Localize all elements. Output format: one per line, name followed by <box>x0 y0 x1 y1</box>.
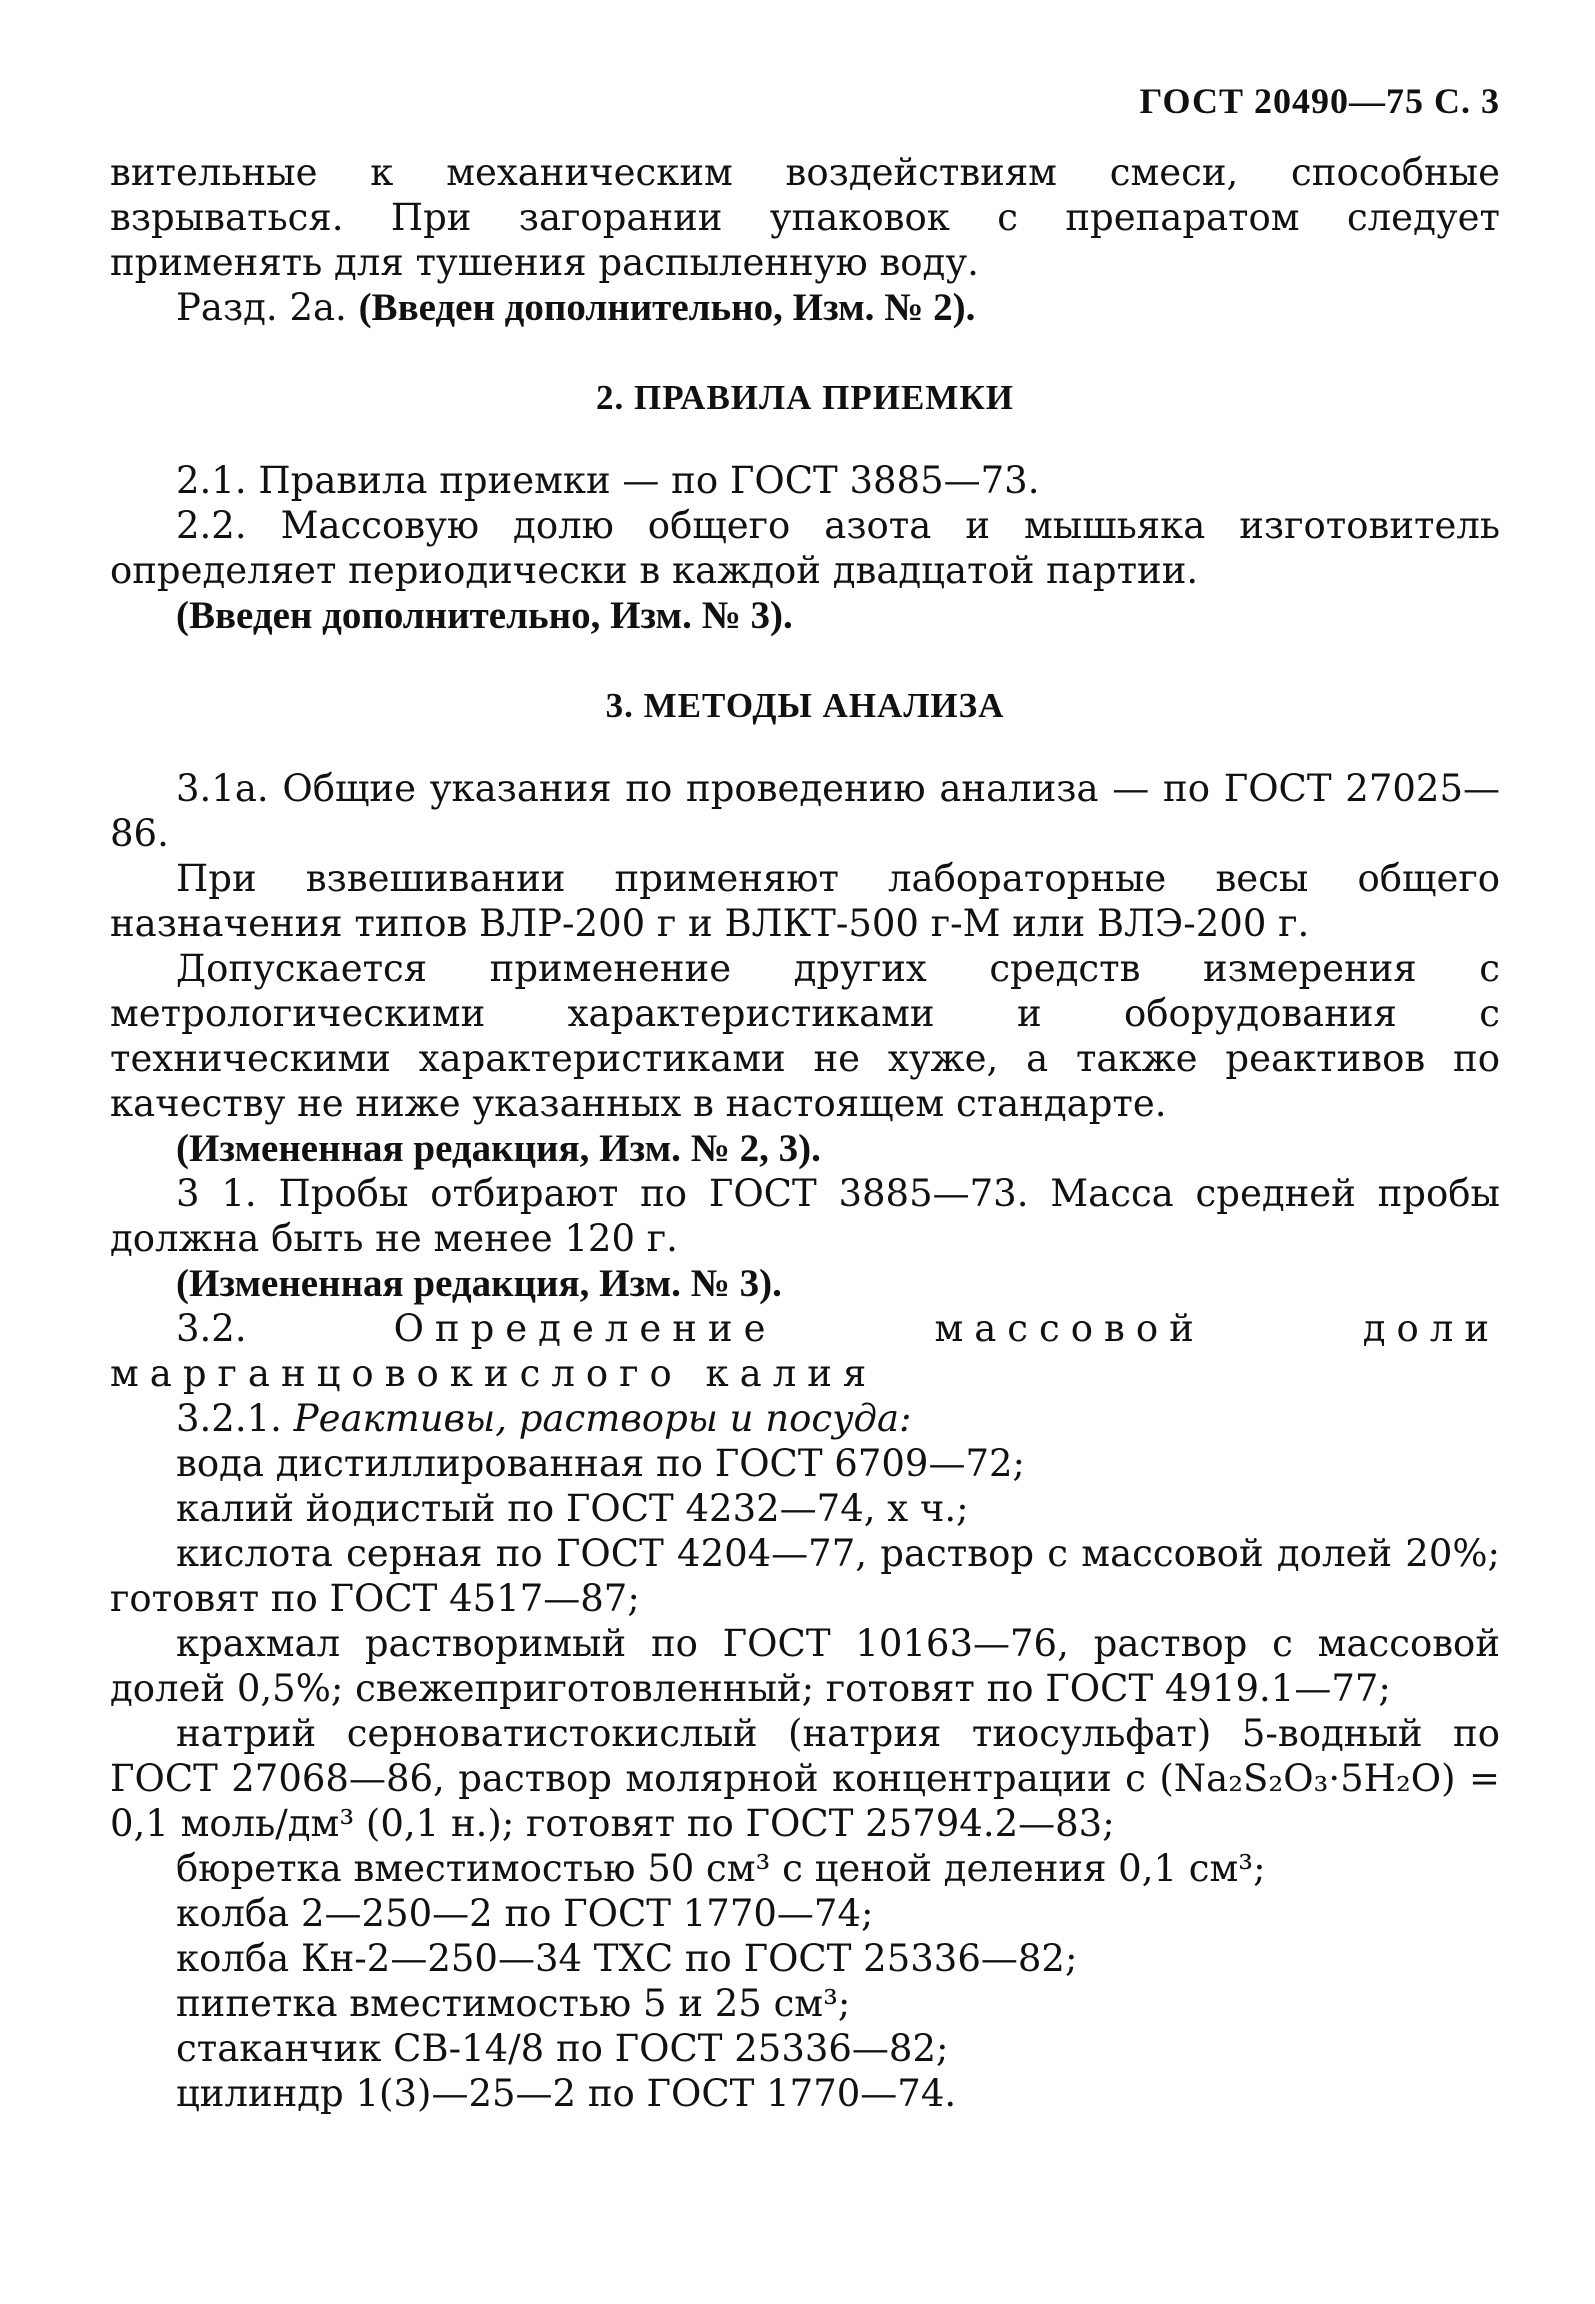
sec3-para-31: 3 1. Пробы отбирают по ГОСТ 3885—73. Масса средней пробы должна быть не менее 120 г. <box>110 1172 1500 1260</box>
sec3-321-num: 3.2.1. <box>176 1397 294 1440</box>
sec2-note: (Введен дополнительно, Изм. № 3). <box>176 594 793 637</box>
list-item: колба Кн-2—250—34 ТХС по ГОСТ 25336—82; <box>176 1937 1078 1980</box>
list-item: стаканчик СВ-14/8 по ГОСТ 25336—82; <box>176 2027 949 2070</box>
sec2-para-1: 2.1. Правила приемки — по ГОСТ 3885—73. <box>176 459 1040 502</box>
list-item: пипетка вместимостью 5 и 25 см³; <box>176 1982 851 2025</box>
list-item: бюретка вместимостью 50 см³ с ценой деления 0,1 см³; <box>176 1847 1266 1890</box>
razd-prefix: Разд. 2а. <box>176 286 359 329</box>
document-page <box>110 80 1500 2116</box>
list-item: калий йодистый по ГОСТ 4232—74, х ч.; <box>176 1487 969 1530</box>
sec3-note-2: (Измененная редакция, Изм. № 3). <box>176 1262 782 1305</box>
section-2-title: 2. ПРАВИЛА ПРИЕМКИ <box>596 378 1014 417</box>
list-item: цилиндр 1(3)—25—2 по ГОСТ 1770—74. <box>176 2072 957 2115</box>
list-item: натрий серноватистокислый (натрия тиосульфат) 5-водный по ГОСТ 27068—86, раствор молярной концентрации c (Na₂S₂O₃·5H₂O) = 0,1 моль/дм³ (0,1 н.); готовят по ГОСТ 25794.2—83; <box>110 1712 1500 1845</box>
sec3-para-1a: 3.1а. Общие указания по проведению анализа — по ГОСТ 27025—86. <box>110 767 1500 855</box>
section-3-title: 3. МЕТОДЫ АНАЛИЗА <box>605 686 1005 725</box>
sec3-para-1b: При взвешивании применяют лабораторные весы общего назначения типов ВЛР-200 г и ВЛКТ-500 г-М или ВЛЭ-200 г. <box>110 857 1500 945</box>
sec3-para-1c: Допускается применение других средств измерения с метрологическими характеристиками и оборудования с техническими характеристиками не хуже, а также реактивов по качеству не ниже указанных в настоящем стандарте. <box>110 947 1500 1125</box>
intro-paragraph: вительные к механическим воздействиям смеси, способные взрываться. При загорании упаковок с препаратом следует применять для тушения распыленную воду. <box>110 151 1500 284</box>
sec3-para-32 <box>110 1306 1500 1396</box>
sec3-32-num: 3.2. <box>176 1307 394 1350</box>
list-item: крахмал растворимый по ГОСТ 10163—76, раствор с массовой долей 0,5%; свежеприготовленный; готовят по ГОСТ 4919.1—77; <box>110 1622 1500 1710</box>
list-item: вода дистиллированная по ГОСТ 6709—72; <box>176 1442 1025 1485</box>
razd-note <box>110 285 1500 330</box>
sec3-321-text: Реактивы, растворы и посуда: <box>293 1397 912 1440</box>
list-item: кислота серная по ГОСТ 4204—77, раствор с массовой долей 20%; готовят по ГОСТ 4517—87; <box>110 1532 1500 1620</box>
razd-bold: (Введен дополнительно, Изм. № 2). <box>358 286 976 329</box>
page-header: ГОСТ 20490—75 С. 3 <box>1139 81 1500 121</box>
list-item: колба 2—250—2 по ГОСТ 1770—74; <box>176 1892 874 1935</box>
sec3-32-text: Определение массовой доли марганцовокислого калия <box>110 1307 1500 1395</box>
sec3-note-1: (Измененная редакция, Изм. № 2, 3). <box>176 1127 821 1170</box>
sec2-para-2: 2.2. Массовую долю общего азота и мышьяка изготовитель определяет периодически в каждой двадцатой партии. <box>110 504 1500 592</box>
sec3-para-321 <box>110 1396 1500 1441</box>
